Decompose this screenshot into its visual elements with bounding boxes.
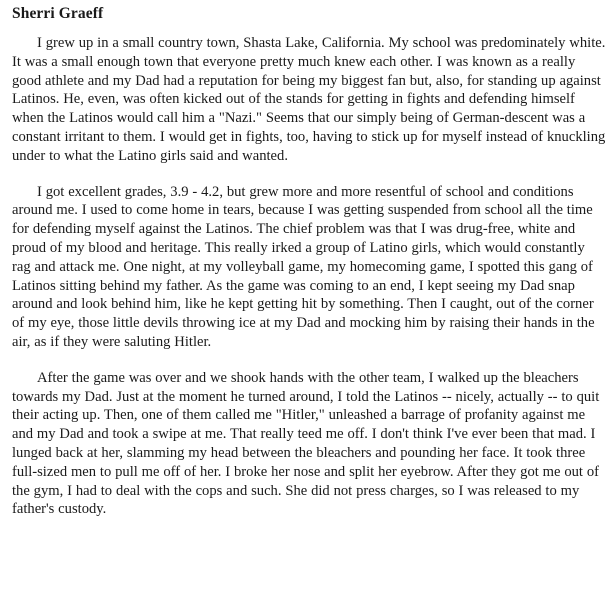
- author-heading: Sherri Graeff: [12, 5, 104, 22]
- paragraph-3: After the game was over and we shook hands with the other team, I walked up the bleachers towards my Dad. Just at the moment he turned around, I told the Latinos -- nicely, actually -- to quit their acting up. Then, one of them called me "Hitler," unleashed a barrage of profanity against me and my Dad and took a swipe at me. That really teed me off. I don't think I've ever been that mad. I lunged back at her, slamming my head between the bleachers and pounding her face. It took three full-sized men to pull me off of her. I broke her nose and split her eyebrow. After they got me out of the gym, I had to deal with the cops and such. She did not press charges, so I was released to my father's custody.: [12, 369, 600, 518]
- paragraph-1: I grew up in a small country town, Shasta Lake, California. My school was predominately white. It was a small enough town that everyone pretty much knew each other. I was known as a really good athlete and my Dad had a reputation for being my biggest fan but, also, for standing up against Latinos. He, even, was often kicked out of the stands for getting in fights and defending himself when the Latinos would call him a "Nazi." Seems that our simply being of German-descent was a constant irritant to them. I would get in fights, too, having to stick up for myself instead of knuckling under to what the Latino girls said and wanted.: [12, 35, 606, 164]
- paragraph-2: I got excellent grades, 3.9 - 4.2, but grew more and more resentful of school and conditions around me. I used to come home in tears, because I was getting suspended from school all the time for defending myself against the Latinos. The chief problem was that I was drug-free, white and proud of my blood and heritage. This really irked a group of Latino girls, which would constantly rag and attack me. One night, at my volleyball game, my homecoming game, I spotted this gang of Latinos sitting behind my father. As the game was coming to an end, I kept seeing my Dad snap around and look behind him, like he kept getting hit by something. Then I caught, out of the corner of my eye, those little devils throwing ice at my Dad and mocking him by raising their hands in the air, as if they were saluting Hitler.: [12, 183, 595, 350]
